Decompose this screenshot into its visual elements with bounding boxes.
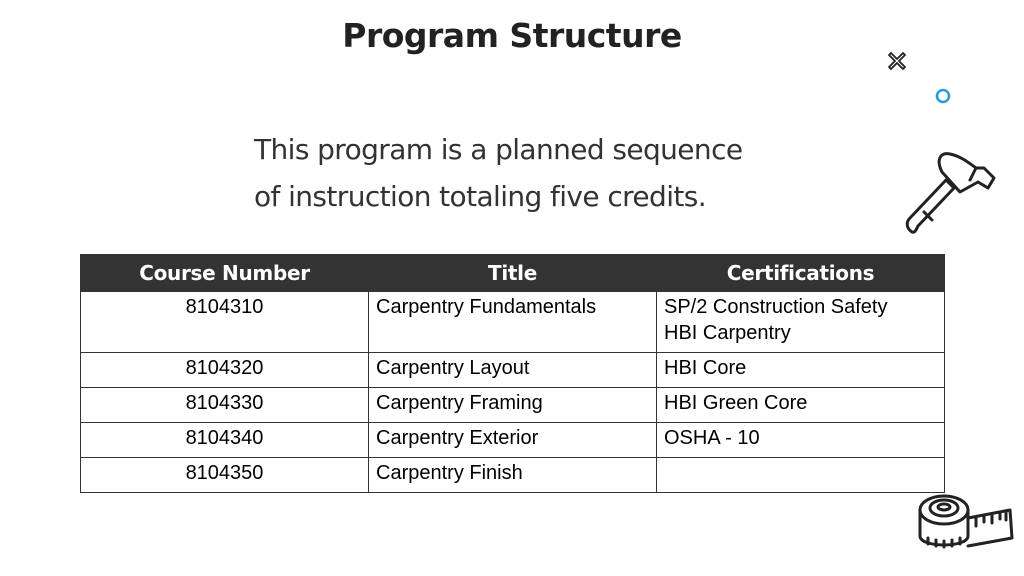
certification-item: HBI Carpentry <box>664 322 791 344</box>
certifications-cell <box>657 423 945 458</box>
certification-item: OSHA - 10 <box>664 427 760 449</box>
table-row <box>81 292 945 353</box>
course-number-cell: 8104310 <box>81 292 369 353</box>
certification-item: SP/2 Construction Safety <box>664 296 888 318</box>
course-title-cell: Carpentry Framing <box>369 388 657 423</box>
certifications-cell <box>657 292 945 353</box>
intro-text <box>254 126 794 220</box>
table-row <box>81 458 945 493</box>
program-table <box>80 254 945 493</box>
intro-line-2: of instruction totaling five credits. <box>254 180 707 213</box>
certification-item: HBI Green Core <box>664 392 808 414</box>
slide-title: Program Structure <box>342 16 682 55</box>
table-row <box>81 353 945 388</box>
header-course-number: Course Number <box>81 255 369 292</box>
certifications-cell <box>657 458 945 493</box>
intro-line-1: This program is a planned sequence <box>254 133 743 166</box>
header-certifications: Certifications <box>657 255 945 292</box>
course-number-cell: 8104330 <box>81 388 369 423</box>
course-number-cell: 8104350 <box>81 458 369 493</box>
table-header-row <box>81 255 945 292</box>
course-number-cell: 8104340 <box>81 423 369 458</box>
course-title-cell: Carpentry Fundamentals <box>369 292 657 353</box>
course-number-cell: 8104320 <box>81 353 369 388</box>
course-title-cell: Carpentry Layout <box>369 353 657 388</box>
certification-item: HBI Core <box>664 357 747 379</box>
x-mark-icon <box>886 50 908 72</box>
certifications-cell <box>657 388 945 423</box>
hammer-icon <box>898 146 1002 238</box>
header-title: Title <box>369 255 657 292</box>
tape-measure-icon <box>914 488 1014 558</box>
table-row <box>81 388 945 423</box>
course-title-cell: Carpentry Exterior <box>369 423 657 458</box>
certifications-cell <box>657 353 945 388</box>
circle-icon <box>934 87 952 105</box>
table-row <box>81 423 945 458</box>
course-title-cell: Carpentry Finish <box>369 458 657 493</box>
